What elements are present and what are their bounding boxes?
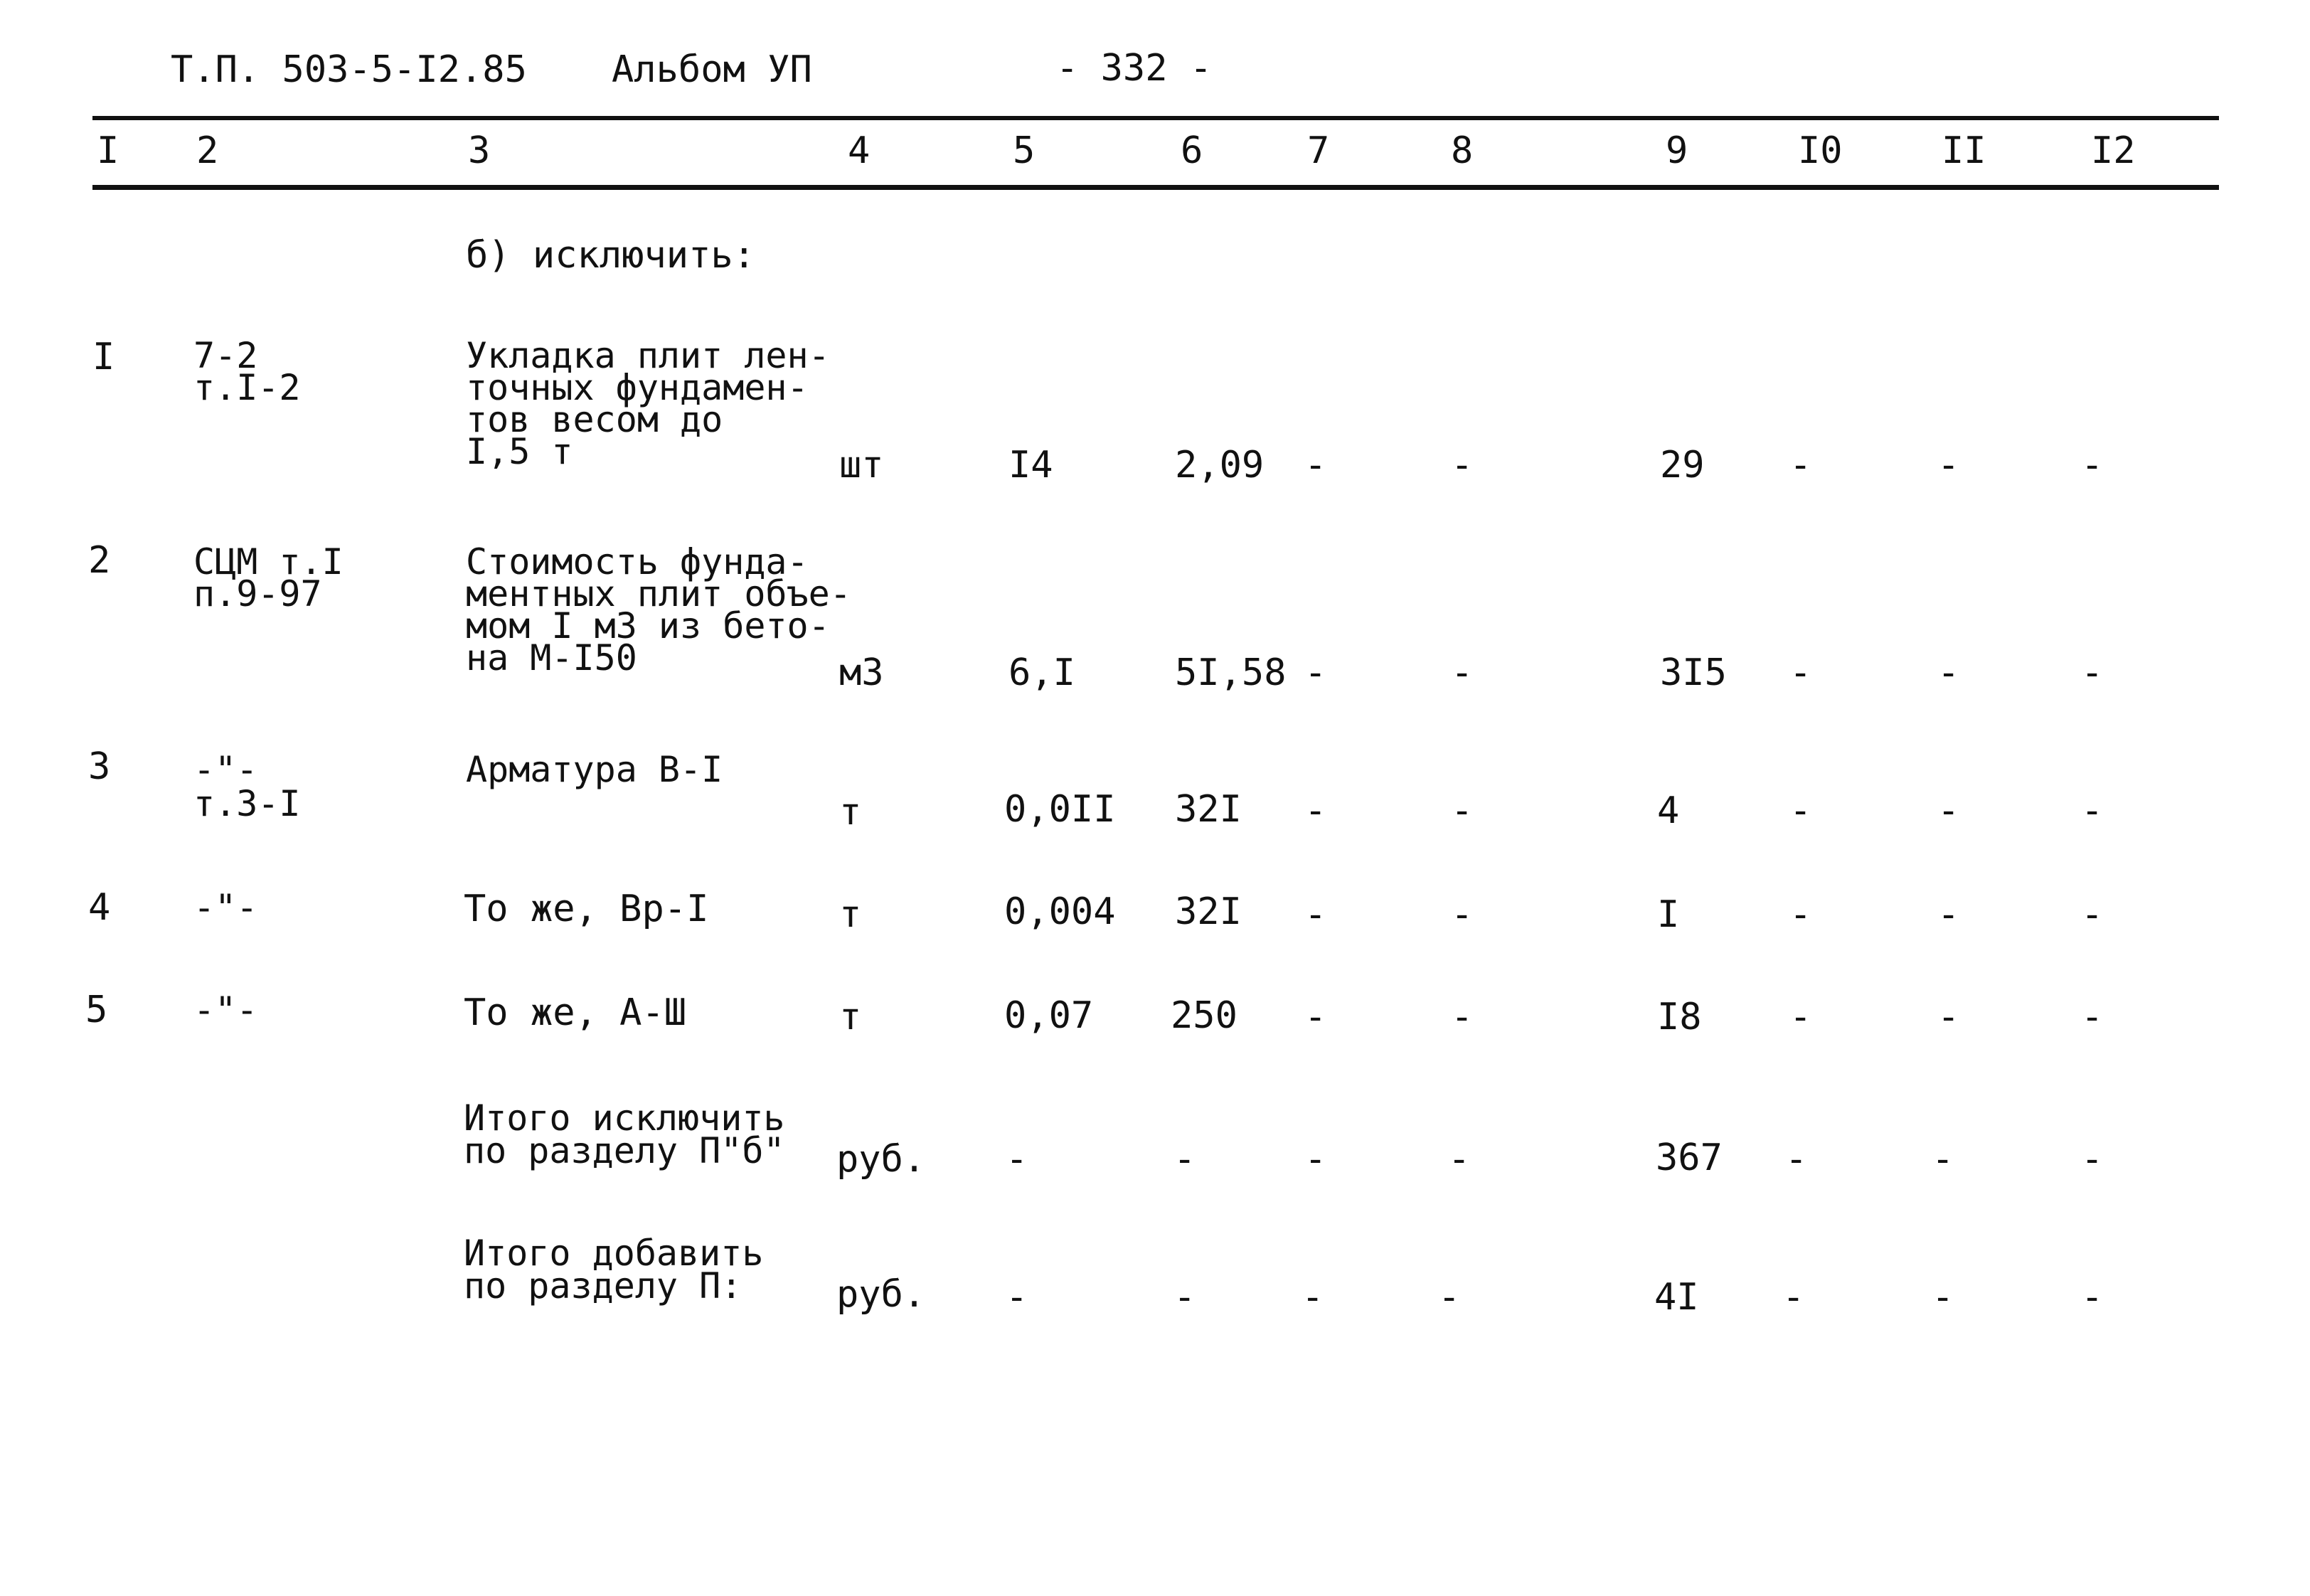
column-header-1: I	[97, 129, 119, 172]
column-header-5: 5	[1013, 129, 1036, 172]
unit-price-cell: 250	[1171, 994, 1238, 1037]
page-number: - 332 -	[1056, 47, 1213, 90]
col12-cell: -	[2081, 1138, 2104, 1181]
column-header-10: I0	[1798, 129, 1843, 172]
description-line: ментных плит объе-	[466, 573, 851, 615]
album-label: Альбом УП	[612, 48, 812, 91]
description-line: точных фундамен-	[466, 367, 809, 408]
description-line: I,5 т	[466, 431, 573, 472]
col7-cell: -	[1304, 444, 1327, 486]
unit-cell: шт	[839, 444, 884, 486]
unit-cell: т	[839, 893, 862, 936]
code-line: 7-2	[193, 335, 258, 376]
col10-cell: -	[1789, 789, 1812, 832]
code-line: т.3-I	[193, 783, 301, 824]
description-line: мом I м3 из бето-	[466, 605, 830, 647]
col12-cell: -	[2081, 789, 2104, 832]
column-header-6: 6	[1181, 129, 1203, 172]
column-header-4: 4	[848, 129, 871, 172]
code-line: -"-	[193, 749, 258, 790]
col10-cell: -	[1782, 1276, 1805, 1319]
column-header-11: II	[1942, 129, 1986, 172]
col10-cell: -	[1789, 444, 1812, 486]
unit-price-cell: -	[1173, 1138, 1196, 1181]
description-line: Стоимость фунда-	[466, 541, 809, 582]
total-cost-cell: 367	[1656, 1137, 1723, 1179]
code-line: т.I-2	[193, 367, 301, 408]
description-line: Итого исключить	[464, 1097, 785, 1139]
table-top-rule	[92, 116, 2219, 120]
column-header-2: 2	[196, 129, 219, 172]
col8-cell: -	[1438, 1276, 1461, 1319]
quantity-cell: -	[1006, 1276, 1028, 1319]
unit-cell: руб.	[836, 1138, 926, 1181]
description-line: Укладка плит лен-	[466, 335, 830, 376]
code-line: -"-	[193, 887, 258, 928]
unit-price-cell: 32I	[1175, 890, 1242, 933]
column-header-7: 7	[1307, 129, 1330, 172]
row-number: 3	[88, 745, 111, 788]
code-line: -"-	[193, 989, 258, 1031]
total-cost-cell: I8	[1657, 996, 1702, 1038]
quantity-cell: 0,004	[1004, 890, 1116, 933]
col12-cell: -	[2081, 1276, 2104, 1319]
quantity-cell: -	[1006, 1138, 1028, 1181]
unit-price-cell: 32I	[1175, 788, 1242, 831]
description-line: тов весом до	[466, 399, 723, 440]
unit-cell: т	[839, 791, 862, 834]
unit-cell: т	[839, 996, 862, 1038]
description-line: по разделу П"б"	[464, 1130, 785, 1171]
quantity-cell: I4	[1008, 444, 1053, 486]
description-line: Арматура В-I	[466, 749, 723, 790]
column-header-3: 3	[468, 129, 491, 172]
col8-cell: -	[1448, 1138, 1471, 1181]
unit-price-cell: 2,09	[1175, 444, 1265, 486]
description-line: на М-I50	[466, 637, 637, 679]
unit-price-cell: -	[1173, 1276, 1196, 1319]
total-cost-cell: 4I	[1654, 1276, 1699, 1319]
col12-cell: -	[2081, 996, 2104, 1038]
column-header-9: 9	[1666, 129, 1688, 172]
quantity-cell: 0,07	[1004, 994, 1094, 1037]
col11-cell: -	[1937, 789, 1960, 832]
col11-cell: -	[1937, 651, 1960, 694]
col7-cell: -	[1302, 1276, 1324, 1319]
document-reference: Т.П. 503-5-I2.85	[171, 48, 527, 91]
col12-cell: -	[2081, 893, 2104, 936]
unit-price-cell: 5I,58	[1175, 651, 1287, 694]
total-cost-cell: I	[1657, 893, 1680, 936]
col12-cell: -	[2081, 444, 2104, 486]
total-cost-cell: 4	[1657, 789, 1680, 832]
table-header-bottom-rule	[92, 185, 2219, 190]
total-cost-cell: 29	[1660, 444, 1705, 486]
description-line: То же, А-Ш	[464, 991, 687, 1034]
col12-cell: -	[2081, 651, 2104, 694]
col7-cell: -	[1304, 893, 1327, 936]
description-line: Итого добавить	[464, 1233, 764, 1274]
column-header-8: 8	[1451, 129, 1474, 172]
section-heading: б) исключить:	[466, 234, 755, 277]
description-line: То же, Вр-I	[464, 888, 709, 930]
col7-cell: -	[1304, 996, 1327, 1038]
code-line: п.9-97	[193, 573, 322, 615]
col8-cell: -	[1451, 444, 1474, 486]
code-line: СЦМ т.I	[193, 541, 344, 582]
unit-cell: м3	[839, 651, 884, 694]
col10-cell: -	[1789, 893, 1812, 936]
quantity-cell: 0,0II	[1004, 788, 1116, 831]
row-number: 2	[88, 539, 111, 582]
col7-cell: -	[1304, 1138, 1327, 1181]
unit-cell: руб.	[836, 1273, 926, 1316]
column-header-12: I2	[2091, 129, 2136, 172]
row-number: 4	[88, 886, 111, 929]
row-number: I	[92, 336, 115, 378]
col7-cell: -	[1304, 789, 1327, 832]
col11-cell: -	[1937, 893, 1960, 936]
col7-cell: -	[1304, 651, 1327, 694]
col8-cell: -	[1451, 789, 1474, 832]
row-number: 5	[85, 989, 108, 1031]
total-cost-cell: 3I5	[1660, 651, 1727, 694]
col11-cell: -	[1937, 996, 1960, 1038]
description-line: по разделу П:	[464, 1265, 742, 1307]
col11-cell: -	[1932, 1138, 1954, 1181]
col11-cell: -	[1937, 444, 1960, 486]
col8-cell: -	[1451, 651, 1474, 694]
col10-cell: -	[1785, 1138, 1808, 1181]
col10-cell: -	[1789, 996, 1812, 1038]
col8-cell: -	[1451, 893, 1474, 936]
col8-cell: -	[1451, 996, 1474, 1038]
col10-cell: -	[1789, 651, 1812, 694]
col11-cell: -	[1932, 1276, 1954, 1319]
quantity-cell: 6,I	[1008, 651, 1075, 694]
